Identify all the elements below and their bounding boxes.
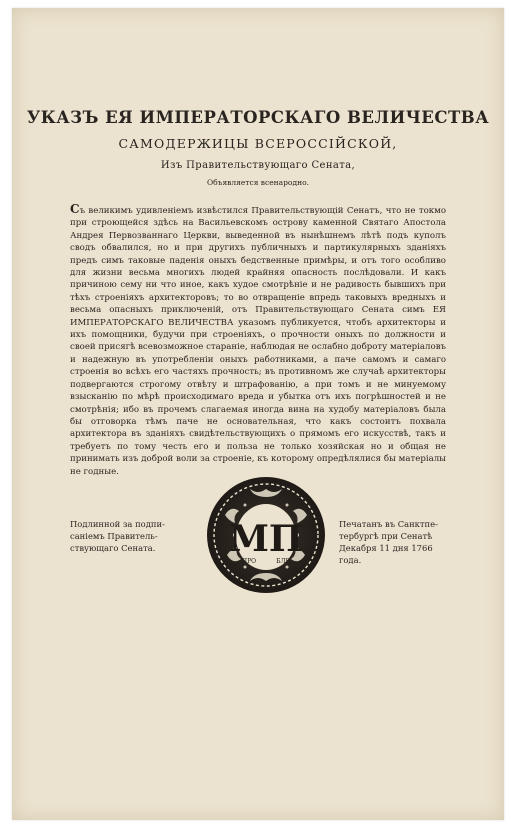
seal-motto-right: БЛЕ (276, 558, 290, 565)
issuer-line: Изъ Правительствующаго Сената, (160, 160, 356, 171)
printed-note (339, 518, 449, 566)
decree-body-text: ъ великимъ удивленіемъ извѣстился Правительствующій Сенатъ, что не токмо при строющейся здѣсь на Васильевскомъ острову каменной Святаго Апостола Андрея Первозваннаго Церкви, выведенной въ нынѣшнемъ лѣтѣ подъ куполъ сводъ обвалился, но и при другихъ публичныхъ и партикулярныхъ зданіяхъ предъ симъ таковые паденія оныхъ бедственные примѣры, и отъ того особливо для жизни весьма многихъ людей крайняя опасность послѣдовали. И какъ причиною сему ни что иное, какъ худое смотрѣніе и не радивость бывшихъ при тѣхъ строеніяхъ архитекторовъ; то во отвращеніе впредь таковыхъ вредныхъ и весьма опасныхъ приключеній, отъ Правительствующаго Сената симъ ЕЯ ИМПЕРАТОРСКАГО ВЕЛИЧЕСТВА указомъ публикуется, чтобъ архитекторы и ихъ помощники, будучи при строеніяхъ, о прочности оныхъ по должности и своей присягѣ всевозможное стараніе, наблюдая не ослабно доброту матеріаловъ и надежную въ употребленіи оныхъ работниками, а паче самомъ и самаго строенія во всѣхъ его частяхъ прочность; въ противномъ же случаѣ архитекторы подвергаются строгому отвѣту и штрафованію, а при томъ и не минуемому взысканію по мѣрѣ происходимаго вреда и убытка отъ ихъ погрѣшностей и не смотрѣнія; ибо въ прочемъ слагаемая иногда вина на худобу матеріаловъ была бы отговорка тѣмъ паче не основательная, что какъ состоитъ похвала архитектора въ зданіяхъ свидѣтельствующихъ о прямомъ его искусствѣ, такъ и требуетъ по тому честь его и польза не только хозяйская но и общая не принимать изъ доброй воли за строеніе, къ которому опредѣлялися бы матеріалы не годные. (70, 206, 446, 477)
seal-emblem-icon (205, 475, 327, 595)
printed-line: Печатанъ въ Санктпе- (339, 519, 438, 529)
decree-initial: С (70, 202, 80, 216)
original-signed-line: саніемъ Правитель- (70, 531, 158, 541)
printed-line: Декабря 11 дня 1766 (339, 543, 433, 553)
decree-title: УКАЗЪ ЕЯ ИМПЕРАТОРСКАГО ВЕЛИЧЕСТВА (26, 108, 490, 127)
decree-body (70, 202, 446, 477)
original-signed-note (70, 518, 190, 554)
seal-monogram: МП (229, 518, 303, 560)
original-signed-line: ствующаго Сената. (70, 543, 156, 553)
decree-subtitle: САМОДЕРЖИЦЫ ВСЕРОССІЙСКОЙ, (118, 136, 398, 151)
original-signed-line: Подлинной за подпи- (70, 519, 165, 529)
printer-seal (205, 475, 327, 595)
announcement-line: Объявляется всенародно. (207, 178, 309, 187)
printed-line: года. (339, 555, 362, 565)
printed-line: тербургѣ при Сенатѣ (339, 531, 433, 541)
document-page (12, 8, 504, 820)
seal-motto-left: ПРО (241, 558, 257, 565)
